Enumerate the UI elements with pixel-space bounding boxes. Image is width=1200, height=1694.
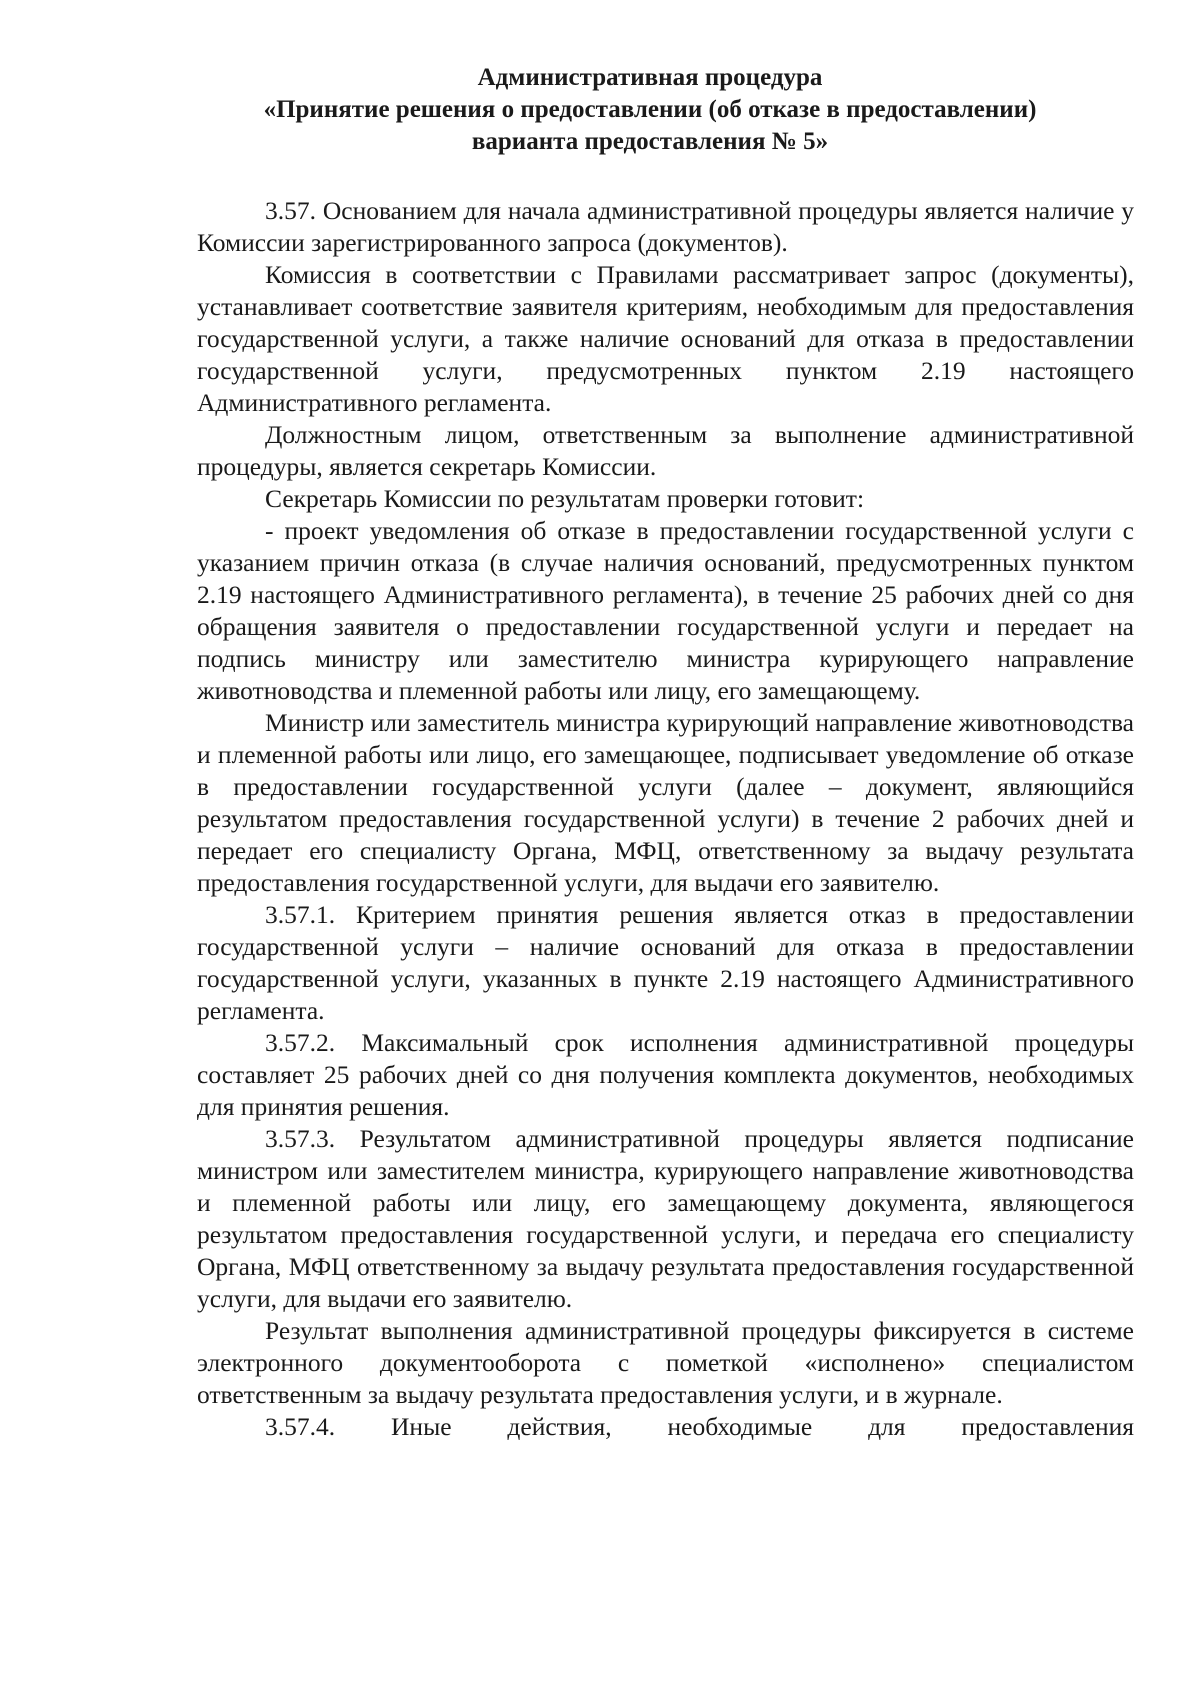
document-header bbox=[180, 62, 1120, 158]
header-subtitle-line2: варианта предоставления № 5» bbox=[471, 128, 829, 155]
paragraph-3-57: 3.57. Основанием для начала административной процедуры является наличие у Комиссии зарегистрированного запроса (документов). bbox=[197, 196, 1134, 257]
paragraph-secretary-prepares: Секретарь Комиссии по результатам проверки готовит: bbox=[265, 484, 865, 513]
paragraph-commission-review: Комиссия в соответствии с Правилами рассматривает запрос (документы), устанавливает соответствие заявителя критериям, необходимым для предоставления государственной услуги, а также наличие оснований для отказа в предоставлении государственной услуги, предусмотренных пунктом 2.19 настоящего Административного регламента. bbox=[197, 260, 1134, 417]
document-body bbox=[197, 195, 1134, 1443]
paragraph-minister-signs: Министр или заместитель министра курирующий направление животноводства и племенной работы или лицо, его замещающее, подписывает уведомление об отказе в предоставлении государственной услуги (далее – документ, являющийся результатом предоставления государственной услуги) в течение 2 рабочих дней и передает его специалисту Органа, МФЦ, ответственному за выдачу результата предоставления государственной услуги, для выдачи его заявителю. bbox=[197, 708, 1134, 897]
paragraph-3-57-4: 3.57.4. Иные действия, необходимые для предоставления bbox=[265, 1412, 1134, 1441]
paragraph-refusal-draft: - проект уведомления об отказе в предоставлении государственной услуги с указанием причин отказа (в случае наличия оснований, предусмотренных пунктом 2.19 настоящего Административного регламента), в течение 25 рабочих дней со дня обращения заявителя о предоставлении государственной услуги и передает на подпись министру или заместителю министра курирующего направление животноводства и племенной работы или лицу, его замещающему. bbox=[197, 516, 1134, 705]
paragraph-responsible-official: Должностным лицом, ответственным за выполнение административной процедуры, является секретарь Комиссии. bbox=[197, 420, 1134, 481]
paragraph-3-57-2: 3.57.2. Максимальный срок исполнения административной процедуры составляет 25 рабочих дней со дня получения комплекта документов, необходимых для принятия решения. bbox=[197, 1028, 1134, 1121]
paragraph-3-57-1: 3.57.1. Критерием принятия решения является отказ в предоставлении государственной услуги – наличие оснований для отказа в предоставлении государственной услуги, указанных в пункте 2.19 настоящего Административного регламента. bbox=[197, 900, 1134, 1025]
header-subtitle-line1: «Принятие решения о предоставлении (об отказе в предоставлении) bbox=[263, 96, 1037, 123]
header-title: Административная процедура bbox=[477, 64, 823, 91]
paragraph-result-recorded: Результат выполнения административной процедуры фиксируется в системе электронного документооборота с пометкой «исполнено» специалистом ответственным за выдачу результата предоставления услуги, и в журнале. bbox=[197, 1316, 1134, 1409]
paragraph-3-57-3: 3.57.3. Результатом административной процедуры является подписание министром или заместителем министра, курирующего направление животноводства и племенной работы или лицу, его замещающему документа, являющегося результатом предоставления государственной услуги, и передача его специалисту Органа, МФЦ ответственному за выдачу результата предоставления государственной услуги, для выдачи его заявителю. bbox=[197, 1124, 1134, 1313]
